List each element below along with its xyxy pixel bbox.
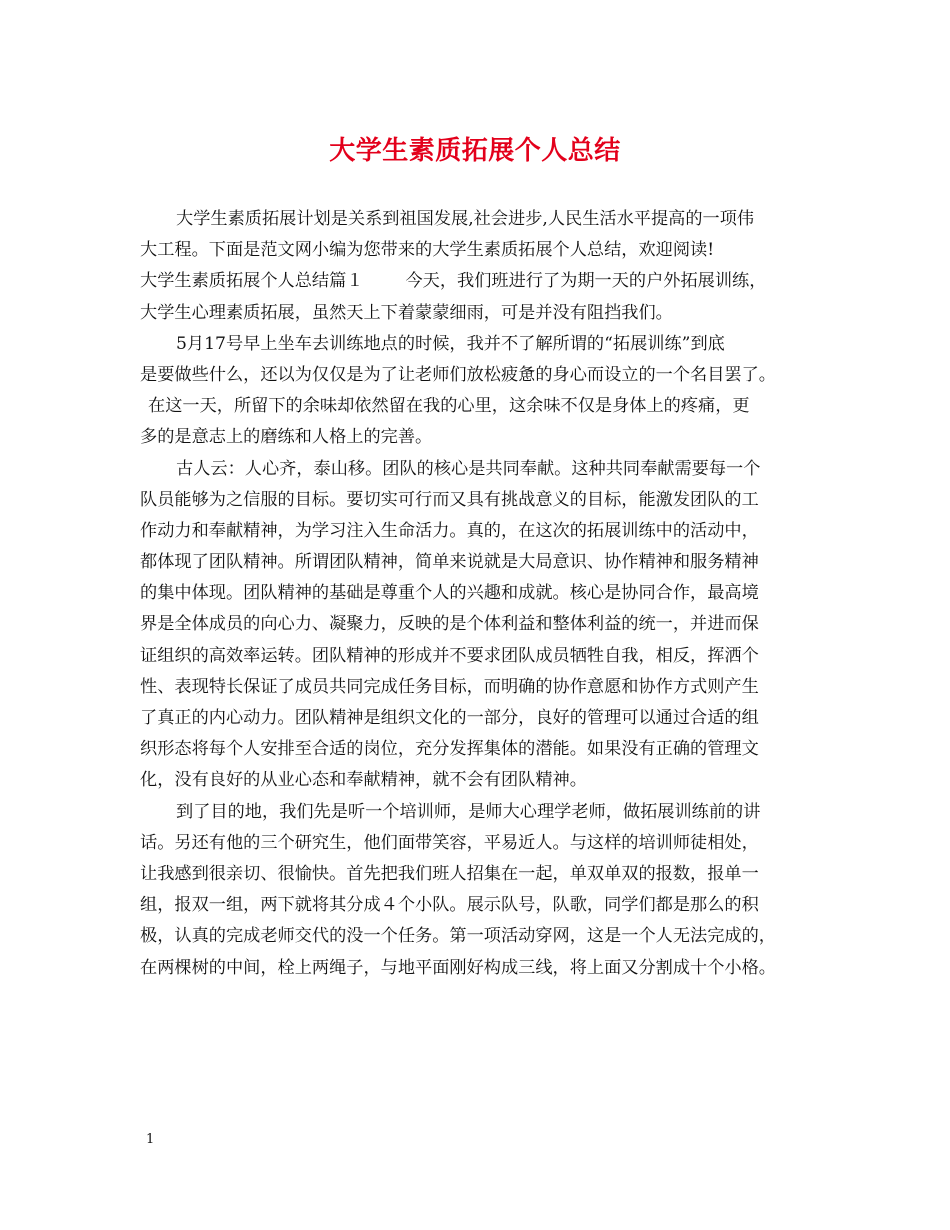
paragraph-line: 大学生心理素质拓展，虽然天上下着蒙蒙细雨，可是并没有阻挡我们。	[140, 302, 673, 323]
paragraph-line: 话。另还有他的三个研究生，他们面带笑容，平易近人。与这样的培训师徒相处，	[140, 832, 759, 853]
paragraph-line: 界是全体成员的向心力、凝聚力，反映的是个体利益和整体利益的统一，并进而保	[140, 614, 759, 635]
paragraph-line: 在两棵树的中间，栓上两绳子，与地平面刚好构成三线，将上面又分割成十个小格。	[140, 957, 776, 978]
paragraph-line: 大工程。下面是范文网小编为您带来的大学生素质拓展个人总结，欢迎阅读!	[140, 240, 715, 261]
paragraph-line: 在这一天，所留下的余味却依然留在我的心里，这余味不仅是身体上的疼痛，更	[148, 396, 750, 417]
paragraph-text: 今天，我们班进行了为期一天的户外拓展训练，	[405, 271, 767, 292]
section-heading: 大学生素质拓展个人总结篇１	[140, 271, 364, 292]
paragraph-line: 多的是意志上的磨练和人格上的完善。	[140, 427, 433, 448]
paragraph-line: 是要做些什么，还以为仅仅是为了让老师们放松疲惫的身心而设立的一个名目罢了。	[140, 364, 776, 385]
paragraph-line: 织形态将每个人安排至合适的岗位，充分发挥集体的潜能。如果没有正确的管理文	[140, 739, 759, 760]
paragraph-line: 作动力和奉献精神，为学习注入生命活力。真的，在这次的拓展训练中的活动中，	[140, 520, 759, 541]
paragraph-line: 证组织的高效率运转。团队精神的形成并不要求团队成员牺牲自我，相反，挥洒个	[140, 645, 759, 666]
paragraph-line: 性、表现特长保证了成员共同完成任务目标，而明确的协作意愿和协作方式则产生	[140, 676, 759, 697]
paragraph-line: 大学生素质拓展计划是关系到祖国发展,社会进步,人民生活水平提高的一项伟	[176, 209, 755, 229]
page-number: 1	[146, 1132, 155, 1147]
paragraph-line: 古人云：人心齐，泰山移。团队的核心是共同奉献。这种共同奉献需要每一个	[176, 458, 761, 479]
paragraph-line: 让我感到很亲切、很愉快。首先把我们班人招集在一起，单双单双的报数，报单一	[140, 863, 759, 884]
document-title: 大学生素质拓展个人总结	[329, 136, 621, 166]
paragraph-line: 5月17号早上坐车去训练地点的时候，我并不了解所谓的“拓展训练”到底	[176, 333, 725, 354]
paragraph-line: 的集中体现。团队精神的基础是尊重个人的兴趣和成就。核心是协同合作，最高境	[140, 583, 759, 604]
paragraph-line: 都体现了团队精神。所谓团队精神，简单来说就是大局意识、协作精神和服务精神	[140, 552, 759, 573]
paragraph-line: 队员能够为之信服的目标。要切实可行而又具有挑战意义的目标，能激发团队的工	[140, 489, 759, 510]
paragraph-line	[140, 266, 810, 297]
document-body	[140, 204, 810, 984]
paragraph-line: 极，认真的完成老师交代的没一个任务。第一项活动穿网，这是一个人无法完成的，	[140, 926, 776, 947]
paragraph-line: 化，没有良好的从业心态和奉献精神，就不会有团队精神。	[140, 770, 587, 791]
paragraph-line: 了真正的内心动力。团队精神是组织文化的一部分，良好的管理可以通过合适的组	[140, 708, 759, 728]
paragraph-line: 到了目的地，我们先是听一个培训师，是师大心理学老师，做拓展训练前的讲	[176, 801, 761, 822]
paragraph-line: 组，报双一组，两下就将其分成４个小队。展示队号，队歌，同学们都是那么的积	[140, 895, 759, 916]
